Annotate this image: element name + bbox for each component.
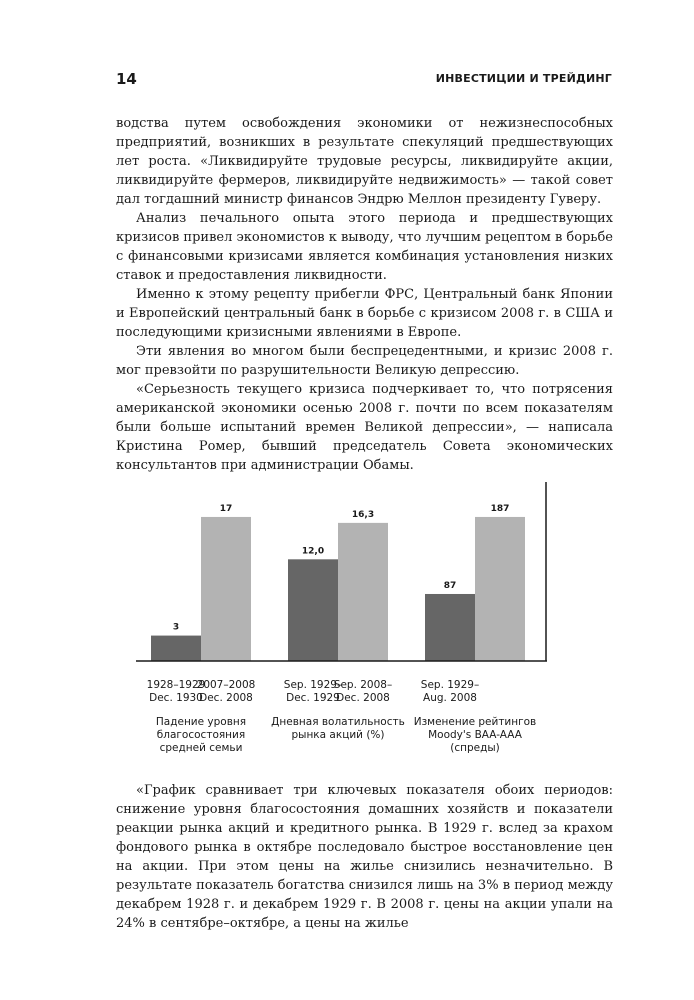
- bar-g2-b1: [475, 517, 525, 661]
- paragraph: «График сравнивает три ключевых показателя обоих периодов: снижение уровня благосостояния домашних хозяйств и показатели реакции рынка акций и кредитного рынка. В 1929 г. вслед за крахом фондового рынка в октябре последовало быстрое восстановление цен на акции. При этом цены на жилье снизились незначительно. В результате показатель богатства снизился лишь на 3% в период между декабрем 1928 г. и декабрем 1929 г. В 2008 г. цены на акции упали на 24% в сентябре–октябре, а цены на жилье: [116, 783, 613, 931]
- data-label-g1-b1: 16,3: [351, 509, 375, 520]
- group-title-line: рынка акций (%): [291, 729, 385, 741]
- period-label-line: Dec. 1929: [286, 692, 340, 704]
- chart-plot: [116, 480, 613, 680]
- group-title: [126, 716, 276, 755]
- group-title-line: Дневная волатильность: [271, 716, 405, 728]
- bar-g2-b0: [425, 594, 475, 661]
- body-text-top: [116, 114, 613, 475]
- paragraph: Анализ печального опыта этого периода и предшествующих кризисов привел экономистов к выводу, что лучшим рецептом в борьбе с финансовыми кризисами является комбинация установления низких ставок и предоставления ликвидности.: [116, 211, 613, 283]
- period-label: [385, 679, 515, 705]
- group-title-line: (спреды): [450, 742, 500, 754]
- group-title-line: Изменение рейтингов: [413, 716, 537, 728]
- group-title-line: Moody's BAA-AAA: [428, 729, 522, 741]
- group-title: [400, 716, 550, 755]
- running-head: ИНВЕСТИЦИИ И ТРЕЙДИНГ: [435, 72, 612, 85]
- paragraph: Эти явления во многом были беспрецедентными, и кризис 2008 г. мог превзойти по разрушительности Великую депрессию.: [116, 344, 613, 378]
- paragraph: водства путем освобождения экономики от нежизнеспособных предприятий, возникших в результате спекуляций предшествующих лет роста. «Ликвидируйте трудовые ресурсы, ликвидируйте акции, ликвидируйте фермеров, ликвидируйте недвижимость» — такой совет дал тогдашний министр финансов Эндрю Меллон президенту Гуверу.: [116, 116, 613, 207]
- group-title: [263, 716, 413, 742]
- period-label-line: Aug. 2008: [423, 692, 477, 704]
- period-label-line: Sep. 1929–: [283, 679, 343, 691]
- page-number: 14: [116, 70, 137, 88]
- period-label-line: Dec. 2008: [336, 692, 390, 704]
- data-label-g1-b0: 12,0: [301, 546, 325, 557]
- period-label-line: 1928–1929: [146, 679, 206, 691]
- period-label-line: 2007–2008: [196, 679, 256, 691]
- body-text-bottom: [116, 781, 613, 933]
- group-title-line: средней семьи: [159, 742, 243, 754]
- bar-g0-b0: [151, 636, 201, 661]
- paragraph: Именно к этому рецепту прибегли ФРС, Центральный банк Японии и Европейский центральный банк в борьбе с кризисом 2008 г. в США и последующими кризисными явлениями в Европе.: [116, 287, 613, 340]
- period-label-line: Dec. 2008: [199, 692, 253, 704]
- page-header: [116, 70, 612, 92]
- bar-g0-b1: [201, 517, 251, 661]
- data-label-g2-b1: 187: [490, 503, 510, 514]
- comparison-bar-chart: [116, 480, 613, 770]
- period-label-line: Sep. 2008–: [333, 679, 393, 691]
- data-label-g0-b0: 3: [172, 622, 180, 633]
- bar-g1-b1: [338, 523, 388, 661]
- group-title-line: благосостояния: [156, 729, 246, 741]
- data-label-g0-b1: 17: [219, 503, 233, 514]
- period-label-line: Sep. 1929–: [420, 679, 480, 691]
- bar-g1-b0: [288, 559, 338, 661]
- group-title-line: Падение уровня: [155, 716, 247, 728]
- data-label-g2-b0: 87: [443, 580, 457, 591]
- paragraph: «Серьезность текущего кризиса подчеркивает то, что потрясения американской экономики осенью 2008 г. почти по всем показателям были больше испытаний времен Великой депрессии», — написала Кристина Ромер, бывший председатель Совета экономических консультантов при администрации Обамы.: [116, 382, 613, 473]
- period-label-line: Dec. 1930: [149, 692, 203, 704]
